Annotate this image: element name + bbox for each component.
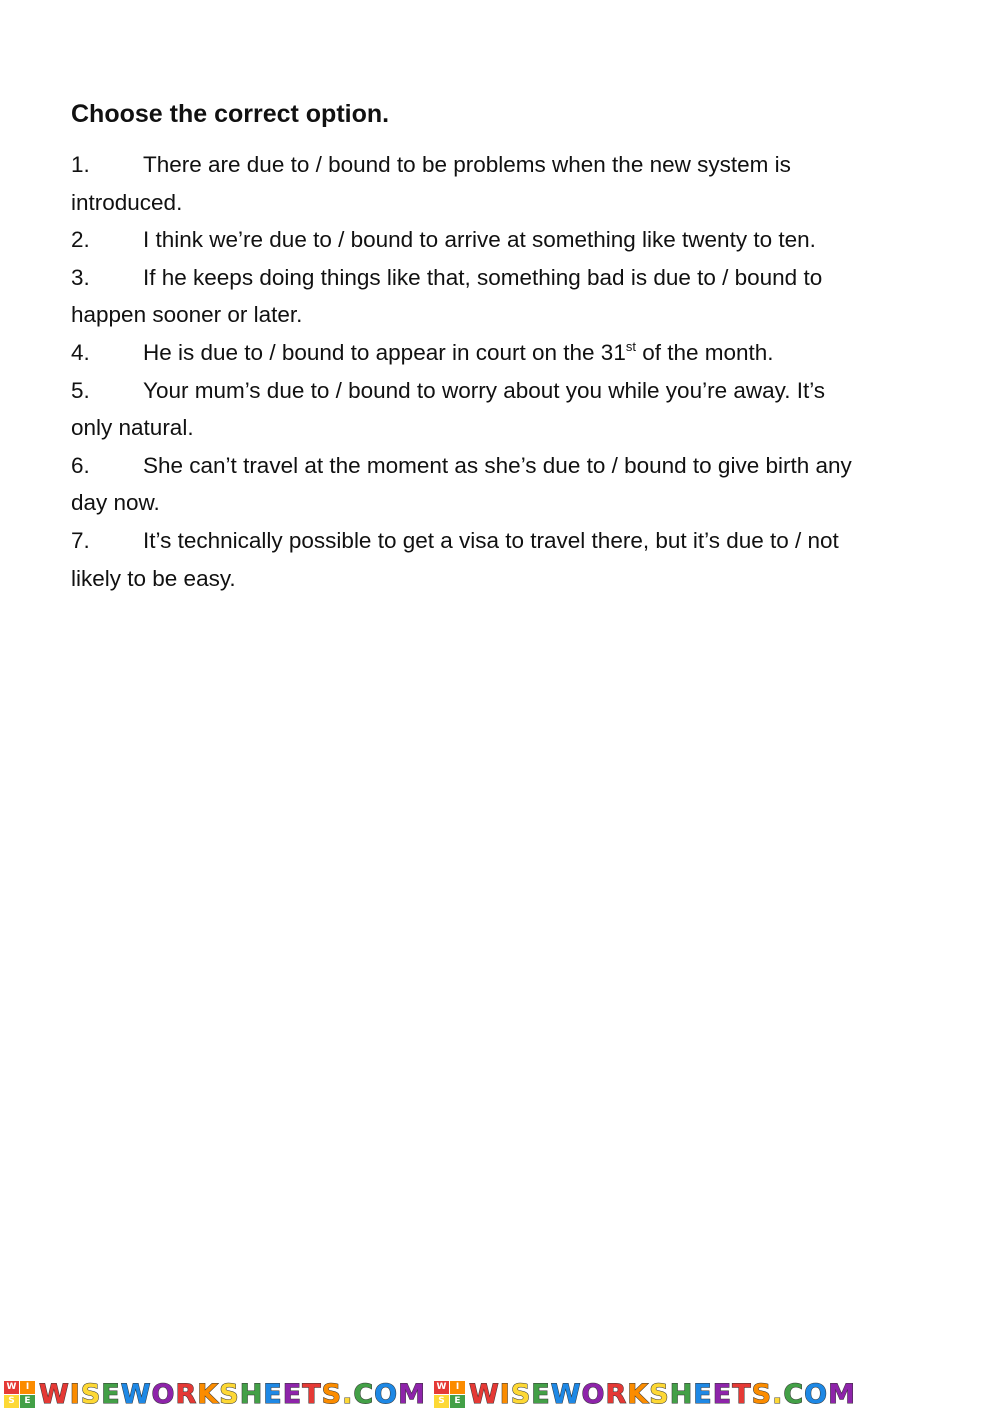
item-number: 6. [71, 452, 90, 478]
brand-letter: T [732, 1378, 752, 1410]
brand-watermark [4, 1379, 426, 1410]
brand-letter: W [469, 1378, 500, 1410]
brand-letter: S [219, 1378, 240, 1410]
brand-logo-icon: W I S E [434, 1381, 465, 1408]
item-continuation: day now. [71, 490, 160, 516]
brand-letter: T [302, 1378, 322, 1410]
brand-letter: W [39, 1378, 70, 1410]
footer-watermark [4, 1377, 1000, 1411]
brand-letter: M [398, 1378, 426, 1410]
item-text: He is due to / bound to appear in court on the 31 [143, 339, 626, 365]
brand-letter: W [120, 1378, 152, 1410]
brand-letter: O [374, 1378, 399, 1410]
item-text: I think we’re due to / bound to arrive at something like twenty to ten. [143, 227, 816, 253]
ordinal-suffix: st [625, 338, 636, 354]
brand-letter: R [175, 1378, 198, 1410]
item-text: If he keeps doing things like that, something bad is due to / bound to [143, 264, 823, 290]
item-number: 4. [71, 339, 90, 365]
brand-letter: H [669, 1378, 694, 1410]
list-item [71, 221, 941, 259]
brand-letter: S [510, 1378, 532, 1410]
list-item [71, 146, 941, 221]
brand-letter: O [804, 1378, 829, 1410]
brand-letter: I [499, 1378, 511, 1410]
brand-letter: . [342, 1378, 354, 1410]
brand-letter: . [772, 1378, 784, 1410]
page-title: Choose the correct option. [71, 100, 390, 128]
brand-text [39, 1379, 426, 1410]
item-number: 2. [71, 227, 90, 253]
brand-letter: M [828, 1378, 856, 1410]
item-text: It’s technically possible to get a visa to travel there, but it’s due to / not [143, 527, 839, 553]
brand-letter: R [605, 1378, 628, 1410]
item-text-after: of the month. [635, 339, 774, 365]
item-text: There are due to / bound to be problems when the new system is [143, 152, 791, 177]
item-continuation: likely to be easy. [71, 565, 236, 591]
list-item [71, 447, 941, 522]
item-number: 3. [71, 264, 90, 290]
item-continuation: only natural. [71, 415, 194, 441]
brand-letter: C [353, 1378, 375, 1410]
brand-text [469, 1379, 856, 1410]
brand-letter: S [80, 1378, 102, 1410]
brand-letter: H [239, 1378, 264, 1410]
list-item [71, 259, 941, 334]
brand-letter: S [649, 1378, 670, 1410]
brand-letter: E [693, 1378, 713, 1410]
brand-letter: S [751, 1378, 773, 1410]
brand-letter: E [282, 1378, 303, 1410]
item-continuation: introduced. [71, 189, 183, 215]
list-item [71, 522, 941, 597]
brand-letter: W [550, 1378, 582, 1410]
brand-letter: E [263, 1378, 283, 1410]
brand-logo-icon: W I S E [4, 1381, 35, 1408]
brand-letter: K [197, 1378, 220, 1410]
brand-letter: I [69, 1378, 81, 1410]
list-item [71, 372, 941, 447]
brand-letter: E [101, 1378, 121, 1410]
brand-letter: E [712, 1378, 733, 1410]
item-text: She can’t travel at the moment as she’s due to / bound to give birth any [143, 452, 852, 478]
brand-letter: O [581, 1378, 606, 1410]
item-number: 1. [71, 152, 90, 177]
item-text: Your mum’s due to / bound to worry about you while you’re away. It’s [143, 377, 826, 403]
item-number: 5. [71, 377, 90, 403]
brand-letter: E [531, 1378, 551, 1410]
brand-letter: S [321, 1378, 343, 1410]
brand-letter: C [783, 1378, 805, 1410]
brand-letter: O [151, 1378, 176, 1410]
list-item [71, 334, 941, 372]
worksheet [71, 96, 941, 597]
item-number: 7. [71, 527, 90, 553]
brand-letter: K [627, 1378, 650, 1410]
brand-watermark [434, 1379, 856, 1410]
item-continuation: happen sooner or later. [71, 302, 303, 328]
